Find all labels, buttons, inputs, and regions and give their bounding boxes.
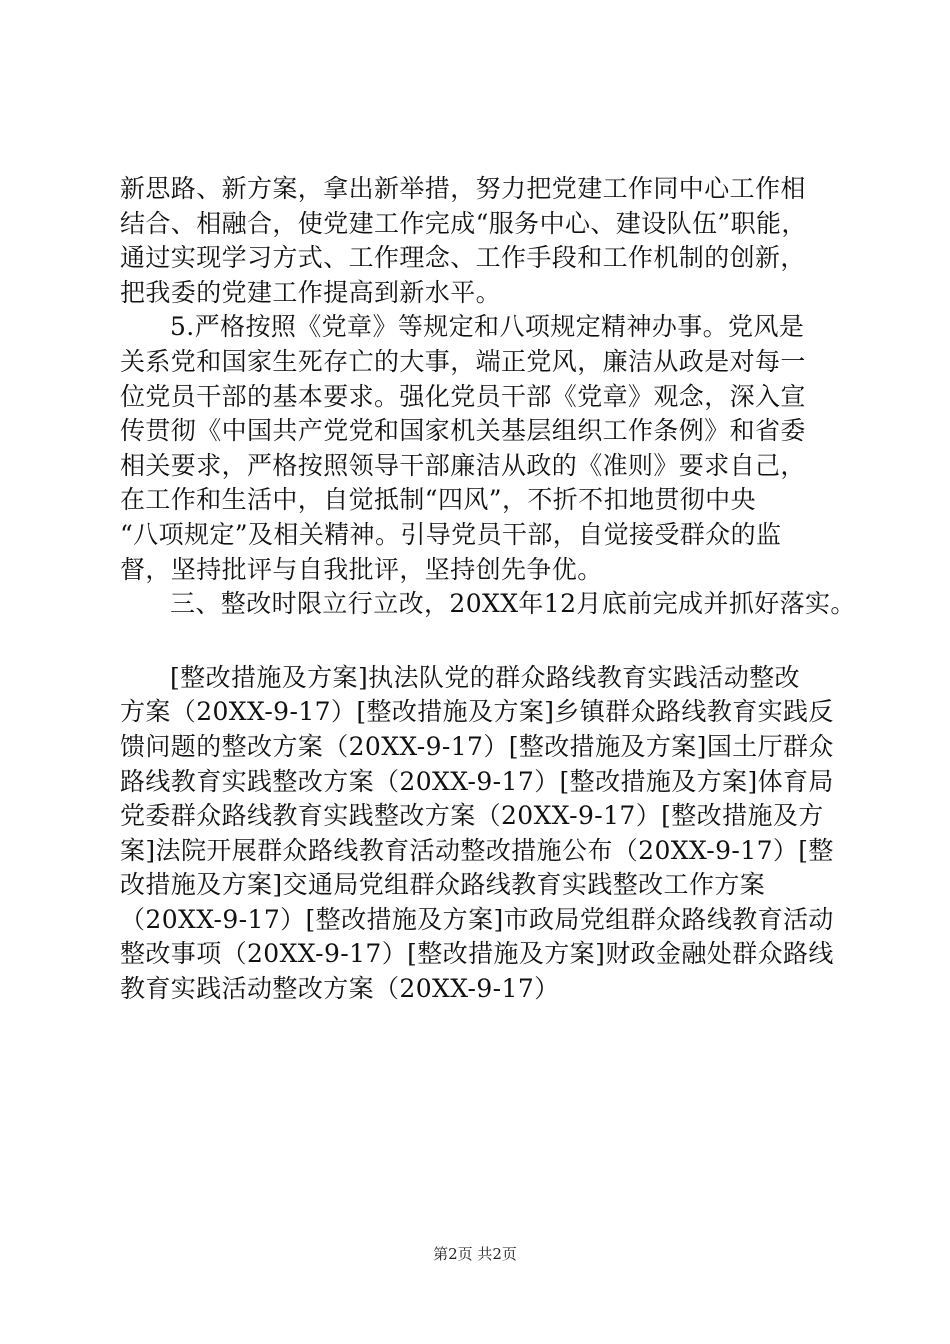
text-line: （20XX-9-17）[整改措施及方案]市政局党组群众路线教育活动 — [120, 904, 834, 934]
text-line: 党委群众路线教育实践整改方案（20XX-9-17）[整改措施及方 — [120, 801, 824, 831]
text-line: 5.严格按照《党章》等规定和八项规定精神办事。党风是 — [170, 312, 805, 342]
text-line: 三、整改时限立行立改，20XX年12月底前完成并抓好落实。 — [170, 589, 856, 619]
paragraph-5 — [120, 310, 840, 587]
page-number: 第2页 共2页 — [433, 1245, 517, 1263]
text-line: 传贯彻《中国共产党党和国家机关基层组织工作条例》和省委 — [120, 416, 806, 446]
text-line: 关系党和国家生死存亡的大事，端正党风，廉洁从政是对每一 — [120, 346, 806, 376]
document-body — [120, 172, 856, 1007]
text-line: 改措施及方案]交通局党组群众路线教育实践整改工作方案 — [120, 870, 766, 900]
text-line: “八项规定”及相关精神。引导党员干部，自觉接受群众的监 — [120, 519, 782, 549]
section-3-deadline — [120, 587, 856, 622]
text-line: 馈问题的整改方案（20XX-9-17）[整改措施及方案]国土厅群众 — [120, 731, 834, 761]
text-line: 位党员干部的基本要求。强化党员干部《党章》观念，深入宣 — [120, 381, 806, 411]
text-line: 在工作和生活中，自觉抵制“四风”，不折不扣地贯彻中央 — [120, 485, 756, 515]
text-line: 通过实现学习方式、工作理念、工作手段和工作机制的创新， — [120, 243, 806, 273]
text-line: 案]法院开展群众路线教育活动整改措施公布（20XX-9-17）[整 — [120, 835, 834, 865]
text-line: 相关要求，严格按照领导干部廉洁从政的《准则》要求自己， — [120, 450, 806, 480]
text-line: 把我委的党建工作提高到新水平。 — [120, 277, 502, 307]
text-line: 结合、相融合，使党建工作完成“服务中心、建设队伍”职能， — [120, 208, 807, 238]
text-line: 方案（20XX-9-17）[整改措施及方案]乡镇群众路线教育实践反 — [120, 697, 834, 727]
text-line: [整改措施及方案]执法队党的群众路线教育实践活动整改 — [170, 662, 800, 692]
text-line: 督，坚持批评与自我批评，坚持创先争优。 — [120, 554, 603, 584]
page-footer — [0, 1245, 950, 1263]
paragraph-4-continuation — [120, 172, 840, 310]
text-line: 教育实践活动整改方案（20XX-9-17） — [120, 974, 560, 1004]
related-links-block — [120, 661, 840, 1007]
text-line: 新思路、新方案，拿出新举措，努力把党建工作同中心工作相 — [120, 174, 806, 203]
paragraph-gap — [120, 622, 840, 661]
text-line: 整改事项（20XX-9-17）[整改措施及方案]财政金融处群众路线 — [120, 939, 834, 969]
text-line: 路线教育实践整改方案（20XX-9-17）[整改措施及方案]体育局 — [120, 766, 834, 796]
